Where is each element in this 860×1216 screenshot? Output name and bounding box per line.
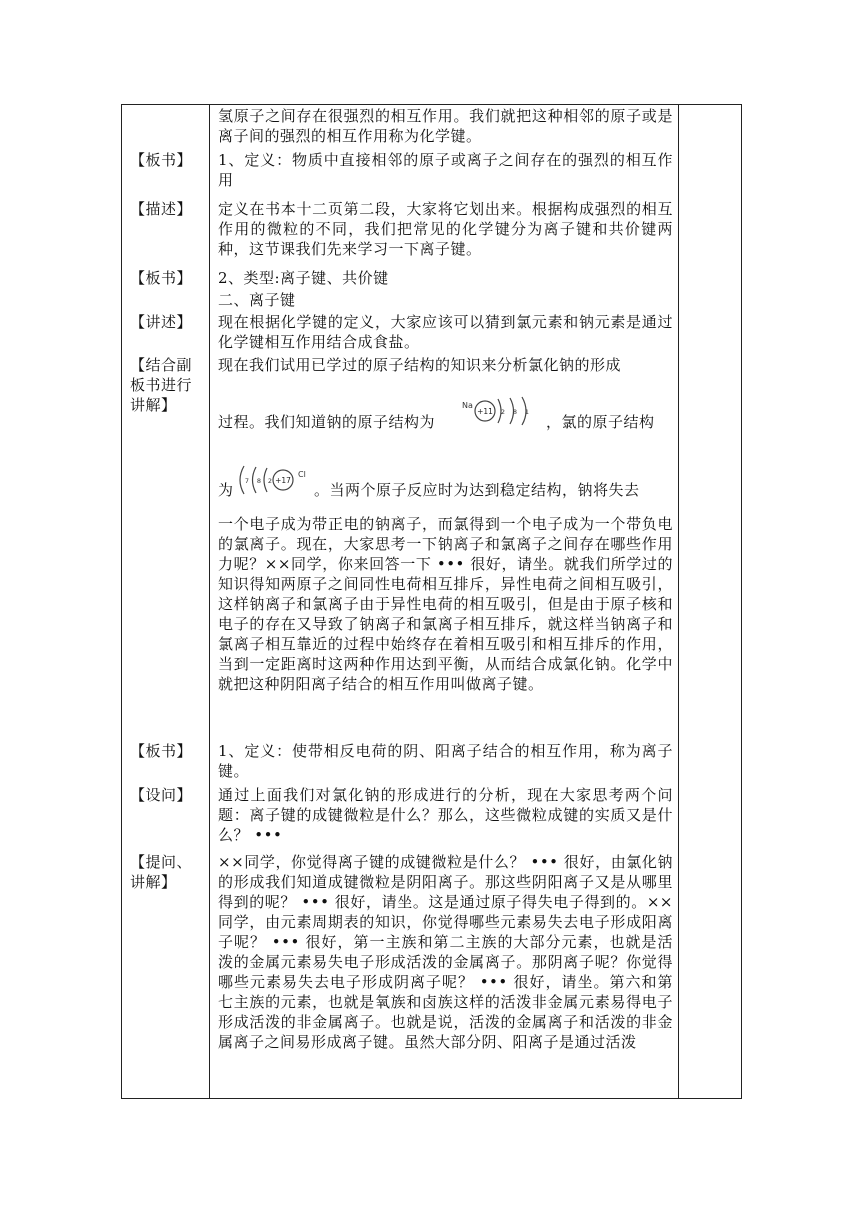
chlorine-atom-structure-diagram (234, 463, 312, 501)
sodium-shell-2: 8 (512, 408, 518, 416)
notes-column (679, 105, 742, 1099)
paragraph-classification: 定义在书本十二页第二段，大家将它划出来。根据构成强烈的相互作用的微粒的不同，我们把常见的化学键分为离子键和共价键两种，这节课我们先来学习一下离子键。 (218, 200, 673, 258)
sodium-structure-lead: 过程。我们知道钠的原子结构为 (218, 413, 436, 431)
label-board-2: 【板书】 (130, 269, 193, 287)
label-board-3: 【板书】 (130, 742, 193, 760)
section-heading-ionic-bond: 二、离子键 (218, 291, 296, 309)
paragraph-ionic-bond-definition: 1、定义：使带相反电荷的阴、阳离子结合的相互作用，称为离子键。 (218, 742, 673, 780)
paragraph-definition: 1、定义：物质中直接相邻的原子或离子之间存在的强烈的相互作用 (218, 151, 673, 189)
chlorine-shell-1: 2 (267, 477, 273, 485)
label-explain-board: 【结合副 板书进行 讲解】 (130, 356, 193, 414)
chlorine-structure-lead: ，氯的原子结构 (546, 413, 655, 431)
label-narrate: 【讲述】 (130, 313, 193, 331)
paragraph-questions: 通过上面我们对氯化钠的形成进行的分析，现在大家思考两个问题：离子键的成键微粒是什么？那么，这些微粒成键的实质又是什么？ ••• (218, 786, 673, 844)
sodium-shell-1: 2 (500, 408, 506, 416)
paragraph-chemical-bond: 氢原子之间存在很强烈的相互作用。我们就把这种相邻的原子或是离子间的强烈的相互作用称为化学键。 (218, 107, 673, 145)
sodium-nucleus-charge: +11 (477, 407, 493, 416)
chlorine-nucleus-charge: +17 (275, 476, 291, 485)
paragraph-discussion: ××同学，你觉得离子键的成键微粒是什么？ ••• 很好，由氯化钠的形成我们知道成键微粒是阴阳离子。那这些阴阳离子又是从哪里得到的呢？ ••• 很好，请坐。这是通过原子得失电子得到的。××同学，由元素周期表的知识，你觉得哪些元素易失去电子形成阳离子呢？ ••• 很好，第一主族和第二主族的大部分元素，也就是活泼的金属元素易失电子形成活泼的金属离子。那阴离子呢？你觉得哪些元素易失去电子形成阴离子呢？ ••• 很好，请坐。第六和第七主族的元素，也就是氧族和卤族这样的活泼非金属元素易得电子形成活泼的非金属离子。也就是说，活泼的金属离子和活泼的非金属离子之间易形成离子键。虽然大部分阴、阳离子是通过活泼 (218, 853, 673, 1051)
chlorine-shell-2: 8 (256, 477, 262, 485)
label-column (122, 105, 210, 1099)
stable-structure-text: 。当两个原子反应时为达到稳定结构，钠将失去 (314, 481, 640, 499)
chlorine-symbol: Cl (298, 470, 306, 479)
content-column (210, 105, 679, 1099)
paragraph-ion-interaction: 一个电子成为带正电的钠离子，而氯得到一个电子成为一个带负电的氯离子。现在，大家思考一下钠离子和氯离子之间存在哪些作用力呢？××同学，你来回答一下 ••• 很好，请坐。就我们所学过的知识得知两原子之间同性电荷相互排斥，异性电荷之间相互吸引，这样钠离子和氯离子由于异性电荷的相互吸引，但是由于原子核和电子的存在又导致了钠离子和氯离子相互排斥，就这样当钠离子和氯离子相互靠近的过程中始终存在着相互吸引和相互排斥的作用，当到一定距离时这两种作用达到平衡，从而结合成氯化钠。化学中就把这种阴阳离子结合的相互作用叫做离子键。 (218, 515, 673, 693)
label-board-1: 【板书】 (130, 151, 193, 169)
label-question: 【设问】 (130, 786, 193, 804)
chlorine-shell-3: 7 (244, 477, 250, 485)
label-ask-explain: 【提问、 讲解】 (130, 853, 193, 891)
sodium-shell-3: 1 (524, 408, 530, 416)
sodium-atom-structure-diagram (462, 394, 542, 432)
lesson-table (121, 104, 742, 1099)
sodium-symbol: Na (462, 401, 473, 410)
paragraph-guess: 现在根据化学键的定义，大家应该可以猜到氯元素和钠元素是通过化学键相互作用结合成食盐。 (218, 313, 673, 351)
paragraph-analysis-intro: 现在我们试用已学过的原子结构的知识来分析氯化钠的形成 (218, 356, 622, 374)
chlorine-structure-prefix: 为 (218, 481, 234, 499)
label-describe: 【描述】 (130, 200, 193, 218)
paragraph-types: 2、类型:离子键、共价键 (218, 269, 389, 287)
